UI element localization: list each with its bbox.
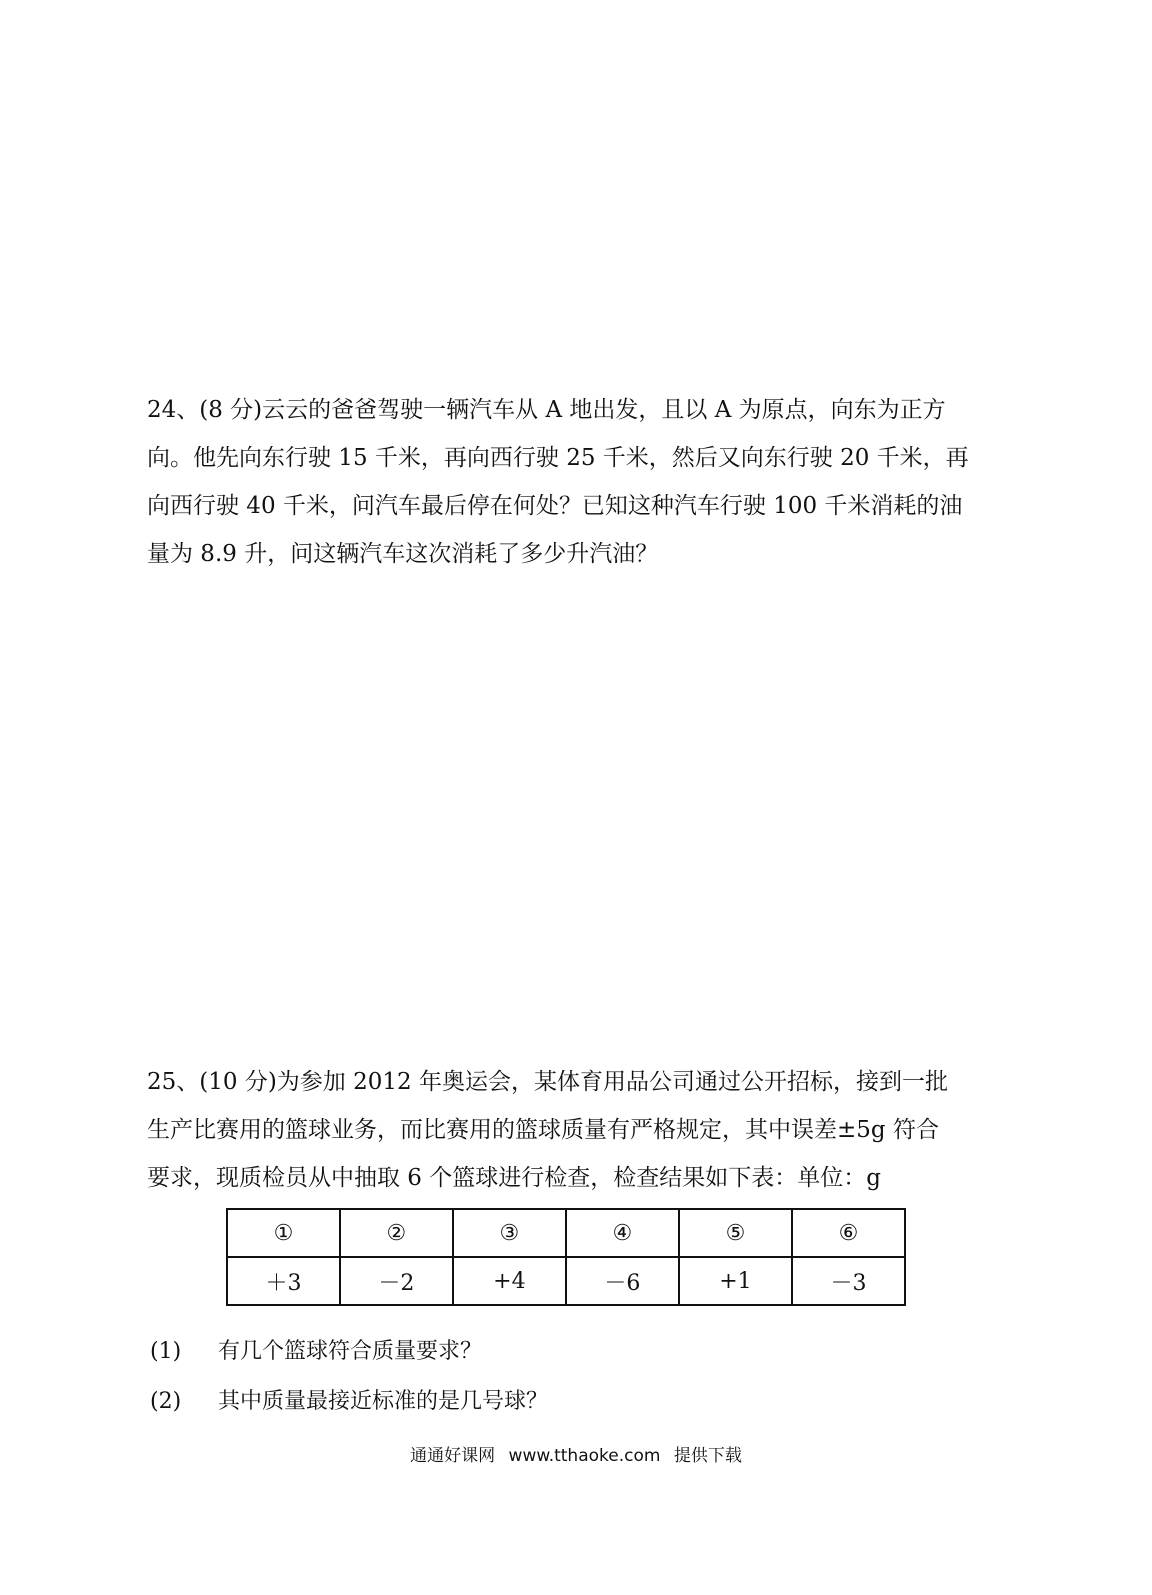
table-header-cell: ③ [453, 1209, 566, 1257]
table-value-row [227, 1257, 905, 1305]
subquestion-text: 有几个篮球符合质量要求？ [218, 1339, 483, 1364]
subquestion-number: (1) [150, 1339, 182, 1364]
subquestion-text: 其中质量最接近标准的是几号球？ [218, 1389, 549, 1414]
table-value-cell: －6 [566, 1257, 679, 1305]
table-value-cell: +4 [453, 1257, 566, 1305]
question-24-line: 向西行驶 40 千米，问汽车最后停在何处？已知这种汽车行驶 100 千米消耗的油 [147, 493, 963, 519]
table-header-cell: ① [227, 1209, 340, 1257]
question-25-line: 25、(10 分)为参加 2012 年奥运会，某体育用品公司通过公开招标，接到一批 [147, 1069, 948, 1095]
table-header-cell: ② [340, 1209, 453, 1257]
subquestion-1 [150, 1337, 482, 1367]
table-header-cell: ⑤ [679, 1209, 792, 1257]
question-25-line: 要求，现质检员从中抽取 6 个篮球进行检查，检查结果如下表：单位：g [147, 1165, 881, 1191]
footer-suffix: 提供下载 [673, 1446, 742, 1466]
subquestion-2 [150, 1387, 548, 1417]
table-value-cell: －2 [340, 1257, 453, 1305]
table-header-row [227, 1209, 905, 1257]
question-25-line: 生产比赛用的篮球业务，而比赛用的篮球质量有严格规定，其中误差±5g 符合 [147, 1117, 939, 1143]
footer-site-name: 通通好课网 [410, 1446, 496, 1466]
page-footer [0, 1441, 1152, 1466]
subquestion-number: (2) [150, 1389, 182, 1414]
table-value-cell: －3 [792, 1257, 905, 1305]
table-header-cell: ④ [566, 1209, 679, 1257]
footer-url[interactable]: www.tthaoke.com [508, 1446, 661, 1466]
question-24-line: 24、(8 分)云云的爸爸驾驶一辆汽车从 A 地出发，且以 A 为原点，向东为正方 [147, 397, 946, 423]
table-value-cell: ＋3 [227, 1257, 340, 1305]
table-value-cell: +1 [679, 1257, 792, 1305]
question-24-line: 向。他先向东行驶 15 千米，再向西行驶 25 千米，然后又向东行驶 20 千米，再 [147, 445, 969, 471]
question-24 [147, 386, 1017, 578]
ball-weight-table [226, 1208, 906, 1306]
table-header-cell: ⑥ [792, 1209, 905, 1257]
question-24-line: 量为 8.9 升，问这辆汽车这次消耗了多少升汽油？ [147, 541, 659, 567]
question-25 [147, 1058, 1017, 1202]
